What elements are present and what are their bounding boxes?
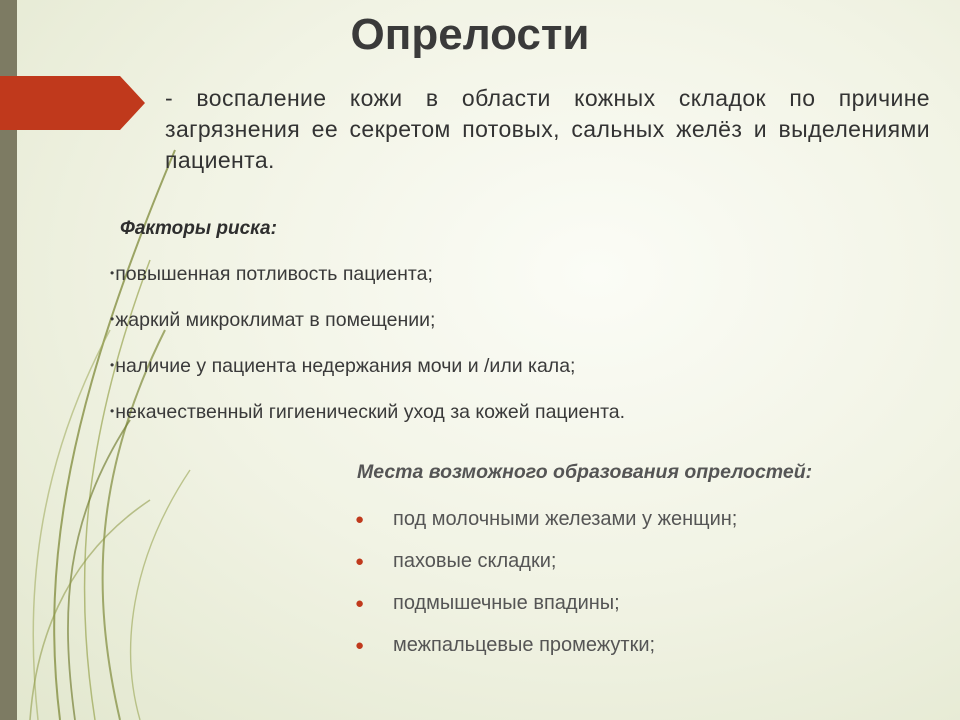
list-item	[355, 630, 737, 672]
places-list	[355, 504, 737, 672]
list-item	[110, 304, 625, 350]
list-item	[355, 504, 737, 546]
list-item-text: подмышечные впадины;	[393, 592, 620, 614]
title-accent-arrow	[0, 76, 145, 130]
list-item-text: некачественный гигиенический уход за кожей пациента.	[115, 401, 626, 423]
places-heading: Места возможного образования опрелостей:	[357, 461, 813, 483]
list-item	[110, 396, 625, 442]
list-item-text: жаркий микроклимат в помещении;	[115, 309, 436, 331]
list-item-text: наличие у пациента недержания мочи и /или кала;	[115, 355, 576, 377]
slide-title: Опрелости	[350, 10, 590, 59]
list-item-text: под молочными железами у женщин;	[393, 508, 738, 530]
list-item	[110, 258, 625, 304]
bullet-icon: ●	[355, 511, 365, 528]
bullet-icon: ●	[355, 637, 365, 654]
list-item	[110, 350, 625, 396]
bullet-icon: •	[110, 358, 115, 372]
bullet-icon: •	[110, 312, 115, 326]
bullet-icon: •	[110, 266, 115, 280]
list-item	[355, 546, 737, 588]
risk-factors-list	[110, 258, 625, 442]
bullet-icon: •	[110, 404, 115, 418]
list-item-text: повышенная потливость пациента;	[115, 263, 433, 285]
list-item-text: межпальцевые промежутки;	[393, 634, 656, 656]
list-item-text: паховые складки;	[393, 550, 557, 572]
stem-5	[68, 420, 130, 720]
stem-4	[33, 330, 110, 720]
definition-text: - воспаление кожи в области кожных складок по причине загрязнения ее секретом потовых, сальных желёз и выделениями пациента.	[165, 85, 930, 173]
bullet-icon: ●	[355, 553, 365, 570]
bullet-icon: ●	[355, 595, 365, 612]
risk-factors-heading: Факторы риска:	[120, 218, 277, 239]
list-item	[355, 588, 737, 630]
